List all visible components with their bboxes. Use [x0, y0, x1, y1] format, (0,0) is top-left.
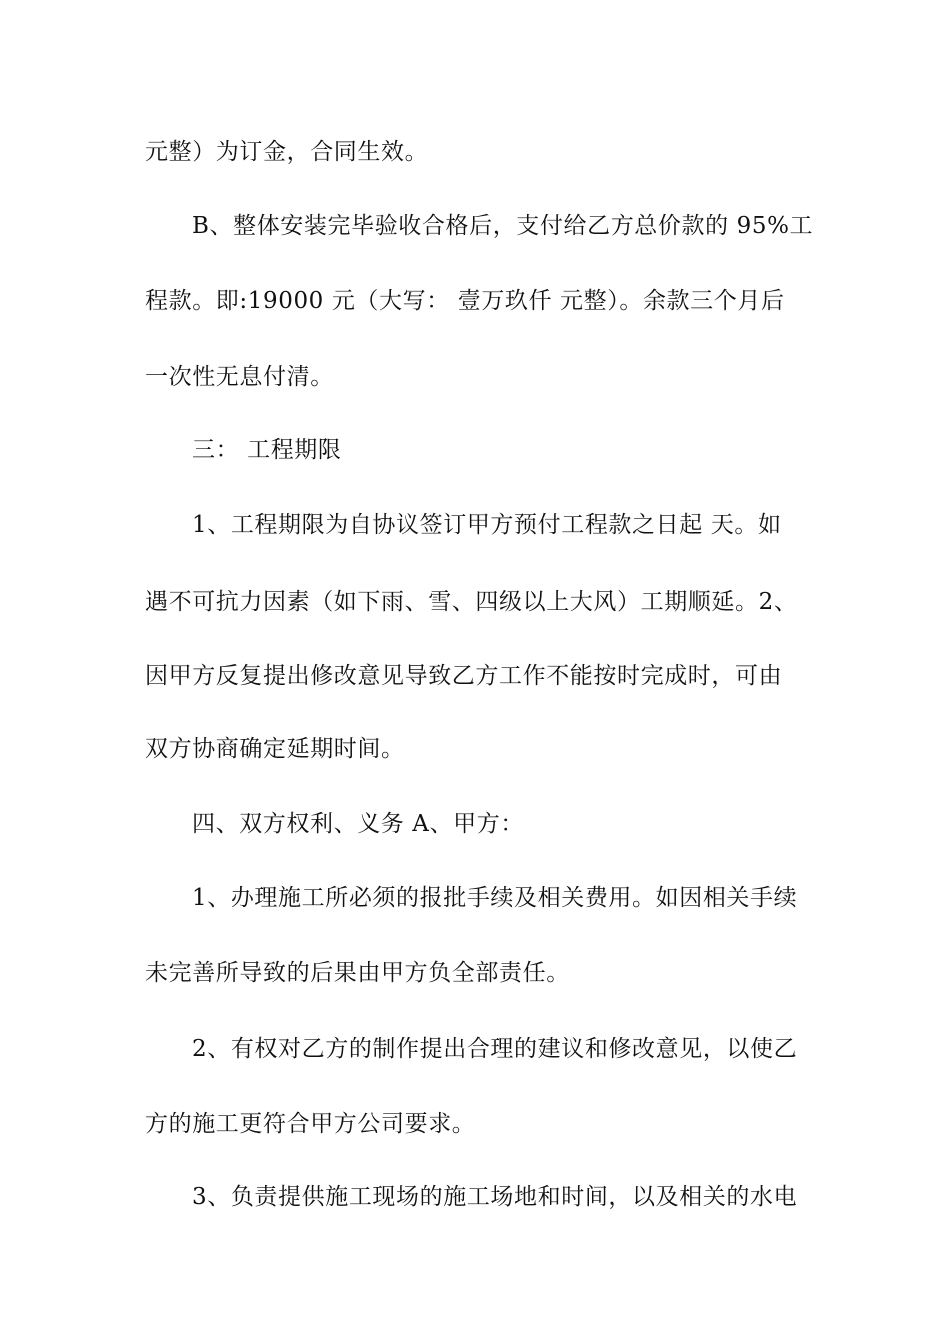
text-line-3: 程款。即:19000 元（大写： 壹万玖仟 元整）。余款三个月后	[145, 288, 785, 314]
text-line-13: 2、有权对乙方的制作提出合理的建议和修改意见，以使乙	[192, 1036, 798, 1062]
text-line-6: 1、工程期限为自协议签订甲方预付工程款之日起 天。如	[192, 512, 782, 538]
text-line-4: 一次性无息付清。	[145, 364, 334, 390]
text-line-15: 3、负责提供施工现场的施工场地和时间，以及相关的水电	[192, 1184, 798, 1210]
text-line-11: 1、办理施工所必须的报批手续及相关费用。如因相关手续	[192, 885, 798, 911]
text-line-7: 遇不可抗力因素（如下雨、雪、四级以上大风）工期顺延。2、	[145, 589, 798, 615]
text-line-1: 元整）为订金，合同生效。	[145, 139, 429, 165]
section-heading-four: 四、双方权利、义务 A、甲方：	[192, 811, 524, 837]
section-heading-three: 三： 工程期限	[192, 437, 342, 463]
text-line-12: 未完善所导致的后果由甲方负全部责任。	[145, 960, 570, 986]
text-line-9: 双方协商确定延期时间。	[145, 736, 405, 762]
text-line-14: 方的施工更符合甲方公司要求。	[145, 1111, 476, 1137]
text-line-8: 因甲方反复提出修改意见导致乙方工作不能按时完成时，可由	[145, 663, 783, 689]
text-line-2: B、整体安装完毕验收合格后，支付给乙方总价款的 95%工	[192, 213, 814, 239]
